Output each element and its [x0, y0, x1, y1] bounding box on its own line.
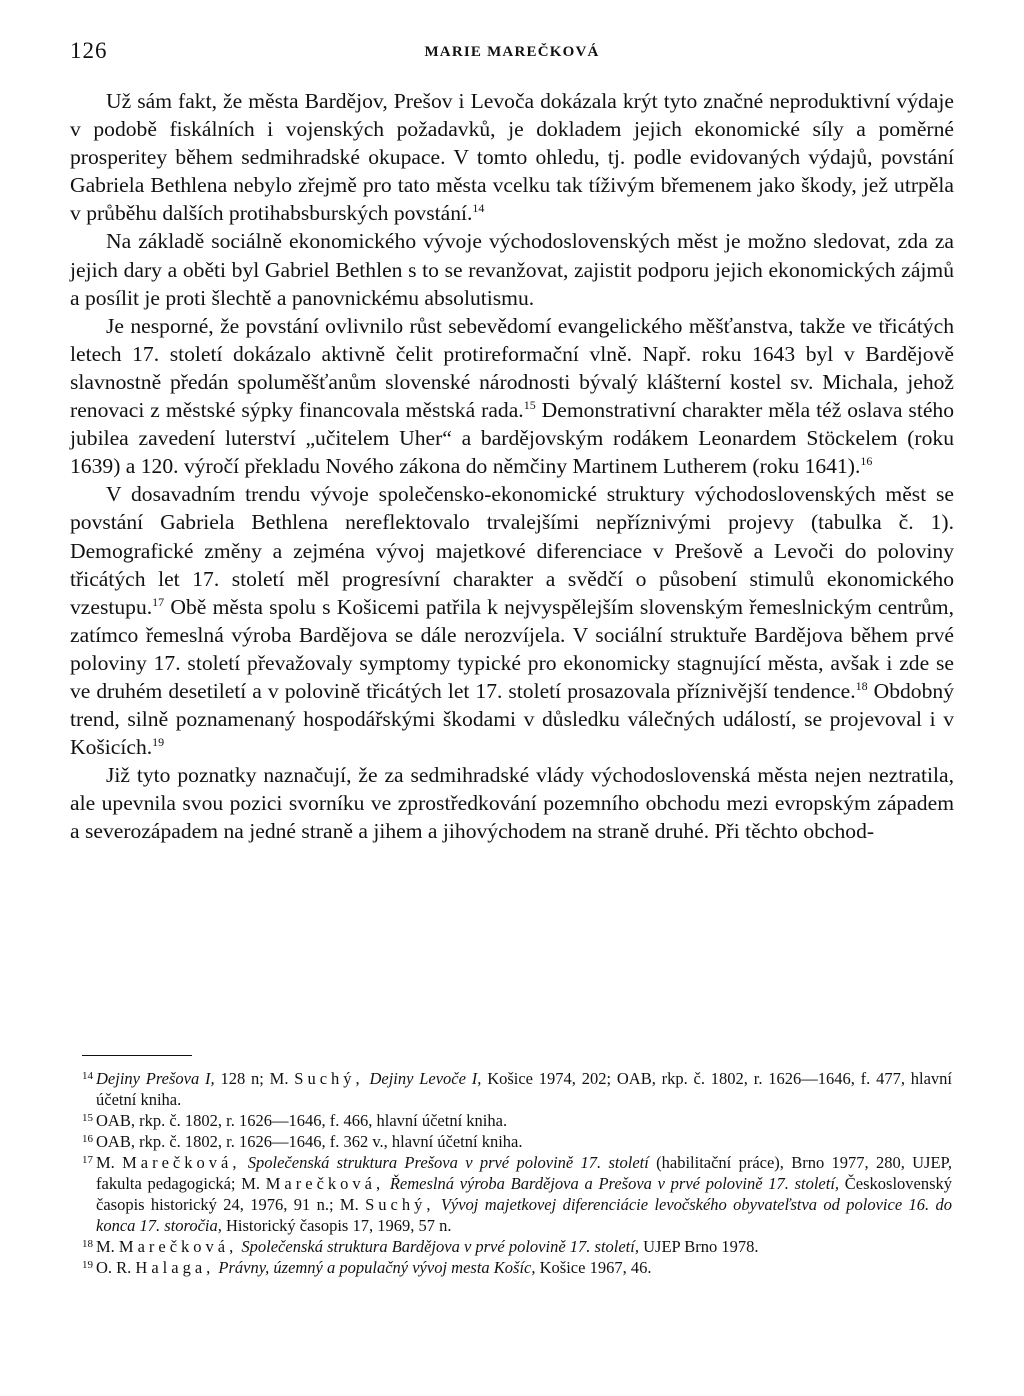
text-run: Československý časopis historický 24, 1976, 91 n.; M. [96, 1174, 953, 1214]
author-name: Suchý, [294, 1069, 364, 1088]
page-number: 126 [70, 38, 108, 63]
page-header [70, 38, 954, 68]
italic-title: Společenská struktura Prešova v prvé polovině 17. století [247, 1153, 649, 1172]
text-run: Na základě sociálně ekonomického vývoje východoslovenských měst je možno sledovat, zda za jejich dary a oběti byl Gabriel Bethlen s to se revanžovat, zajistit podporu jejich ekonomických zájmů a posílit je proti šlechtě a panovnickému absolutismu. [70, 229, 954, 310]
footnote-text [96, 1131, 952, 1152]
text-run: M. [96, 1237, 119, 1256]
text-run: Demonstrativní charakter měla též oslava stého jubilea zavedení luterství „učitelem Uher“ a bardějovským rodákem Leonardem Stöckelem (roku 1639) a 120. výročí překladu Nového zákona do němčiny Martinem Lutherem (roku 1641). [70, 398, 955, 479]
footnote-text [96, 1068, 952, 1110]
footnote-number: 16 [82, 1133, 93, 1145]
footnote-ref: 19 [152, 735, 165, 750]
italic-title: Řemeslná výroba Bardějova a Prešova v prvé polovině 17. století, [389, 1174, 840, 1193]
italic-title: Vývoj majetkovej diferenciácie levočského obyvateľstva od polovice 16. do konca 17. storočia, [96, 1195, 953, 1235]
author-name: Marečková, [265, 1174, 385, 1193]
text-run: Obě města spolu s Košicemi patřila k nejvyspělejším slovenským řemeslnickým centrům, zatímco řemeslná výroba Bardějova se dále nerozvíjela. V sociální struktuře Bardějova během prvé poloviny 17. století převažovaly symptomy typické pro ekonomicky stagnující města, avšak i zde se ve druhém desetiletí a v polovině třicátých let 17. století prosazovala příznivější tendence. [70, 594, 954, 703]
text-run: O. R. [96, 1258, 136, 1277]
footnote-text [96, 1152, 952, 1236]
paragraph [70, 312, 954, 481]
footnote-ref: 16 [860, 454, 873, 469]
text-run: V dosavadním trendu vývoje společensko-ekonomické struktury východoslovenských měst se povstání Gabriela Bethlena nereflektovalo trvalejšími nepříznivými projevy (tabulka č. 1). Demografické změny a zejména vývoj majetkové diferenciace v Prešově a Levoči do poloviny třicátých let 17. století měl progresívní charakter a svědčí o působení stimulů ekonomického vzestupu. [70, 482, 954, 619]
footnote-number: 19 [82, 1259, 93, 1271]
footnotes [82, 1068, 952, 1278]
footnote-number: 17 [82, 1154, 93, 1166]
footnote [82, 1152, 952, 1236]
text-run: UJEP Brno 1978. [638, 1237, 759, 1256]
italic-title: Dejiny Levoče I, [369, 1069, 482, 1088]
italic-title: Právny, územný a populačný vývoj mesta Košíc, [218, 1258, 536, 1277]
footnote-ref: 14 [472, 201, 485, 216]
text-run: OAB, rkp. č. 1802, r. 1626—1646, f. 466, hlavní účetní kniha. [96, 1111, 508, 1130]
paragraph [70, 87, 954, 227]
italic-title: Společenská struktura Bardějova v prvé polovině 17. století, [241, 1237, 639, 1256]
footnote-text [96, 1257, 952, 1278]
author-name: Marečková, [118, 1237, 238, 1256]
footnote [82, 1110, 952, 1131]
paragraph [70, 480, 954, 761]
paragraph [70, 761, 954, 845]
footnote [82, 1257, 952, 1278]
text-run: 128 n; M. [214, 1069, 295, 1088]
body-text [70, 87, 954, 846]
author-name: Marečková, [122, 1153, 241, 1172]
text-run: (habilitační práce), Brno 1977, 280, UJEP, fakulta pedagogická; M. [96, 1153, 953, 1193]
text-run: Je nesporné, že povstání ovlivnilo růst sebevědomí evangelického měšťanstva, takže ve třicátých letech 17. století dokázalo aktivně čelit protireformační vlně. Např. roku 1643 byl v Bardějově slavnostně předán spoluměšťanům slovenské národnosti bývalý klášterní kostel sv. Michala, jehož renovaci z městské sýpky financovala městská rada. [70, 313, 954, 423]
footnote-text [96, 1110, 952, 1131]
text-run: OAB, rkp. č. 1802, r. 1626—1646, f. 362 v., hlavní účetní kniha. [96, 1132, 523, 1151]
footnote [82, 1068, 952, 1110]
footnote-ref: 15 [523, 398, 536, 413]
text-run: Košice 1967, 46. [535, 1258, 652, 1277]
footnote-ref: 17 [152, 594, 165, 609]
author-name: Suchý, [365, 1195, 435, 1214]
footnote-number: 14 [82, 1070, 93, 1082]
text-run: Košice 1974, 202; OAB, rkp. č. 1802, r. 1626—1646, f. 477, hlavní účetní kniha. [96, 1069, 953, 1109]
footnote-ref: 18 [855, 678, 868, 693]
footnote-number: 15 [82, 1112, 93, 1124]
text-run: Historický časopis 17, 1969, 57 n. [221, 1216, 452, 1235]
paragraph [70, 227, 954, 311]
footnote-text [96, 1236, 952, 1257]
text-run: M. [96, 1153, 123, 1172]
footnote-divider [82, 1055, 192, 1056]
text-run: Již tyto poznatky naznačují, že za sedmihradské vlády východoslovenská města nejen neztratila, ale upevnila svou pozici svorníku ve zprostředkování pozemního obchodu mezi evropským západem a severozápadem na jedné straně a jihem a jihovýchodem na straně druhé. Při těchto obchod- [70, 763, 954, 844]
author-name: Halaga, [135, 1258, 215, 1277]
text-run [240, 1153, 247, 1172]
footnote-number: 18 [82, 1238, 93, 1250]
footnote [82, 1131, 952, 1152]
text-run: Obdobný trend, silně poznamenaný hospodářskými škodami v důsledku válečných událostí, se projevoval i v Košicích. [70, 678, 954, 760]
text-run: Už sám fakt, že města Bardějov, Prešov i Levoča dokázala krýt tyto značné neproduktivní výdaje v podobě fiskálních i vojenských požadavků, je dokladem jejich ekonomické síly a poměrné prosperitey během sedmihradské okupace. V tomto ohledu, tj. podle evidovaných výdajů, povstání Gabriela Bethlena nebylo zřejmě pro tato města vcelku tak tíživým břemenem jako škody, jež utrpěla v průběhu dalších protihabsburských povstání. [70, 89, 954, 226]
running-head: MARIE MAREČKOVÁ [424, 44, 600, 60]
italic-title: Dejiny Prešova I, [96, 1069, 215, 1088]
footnote [82, 1236, 952, 1257]
